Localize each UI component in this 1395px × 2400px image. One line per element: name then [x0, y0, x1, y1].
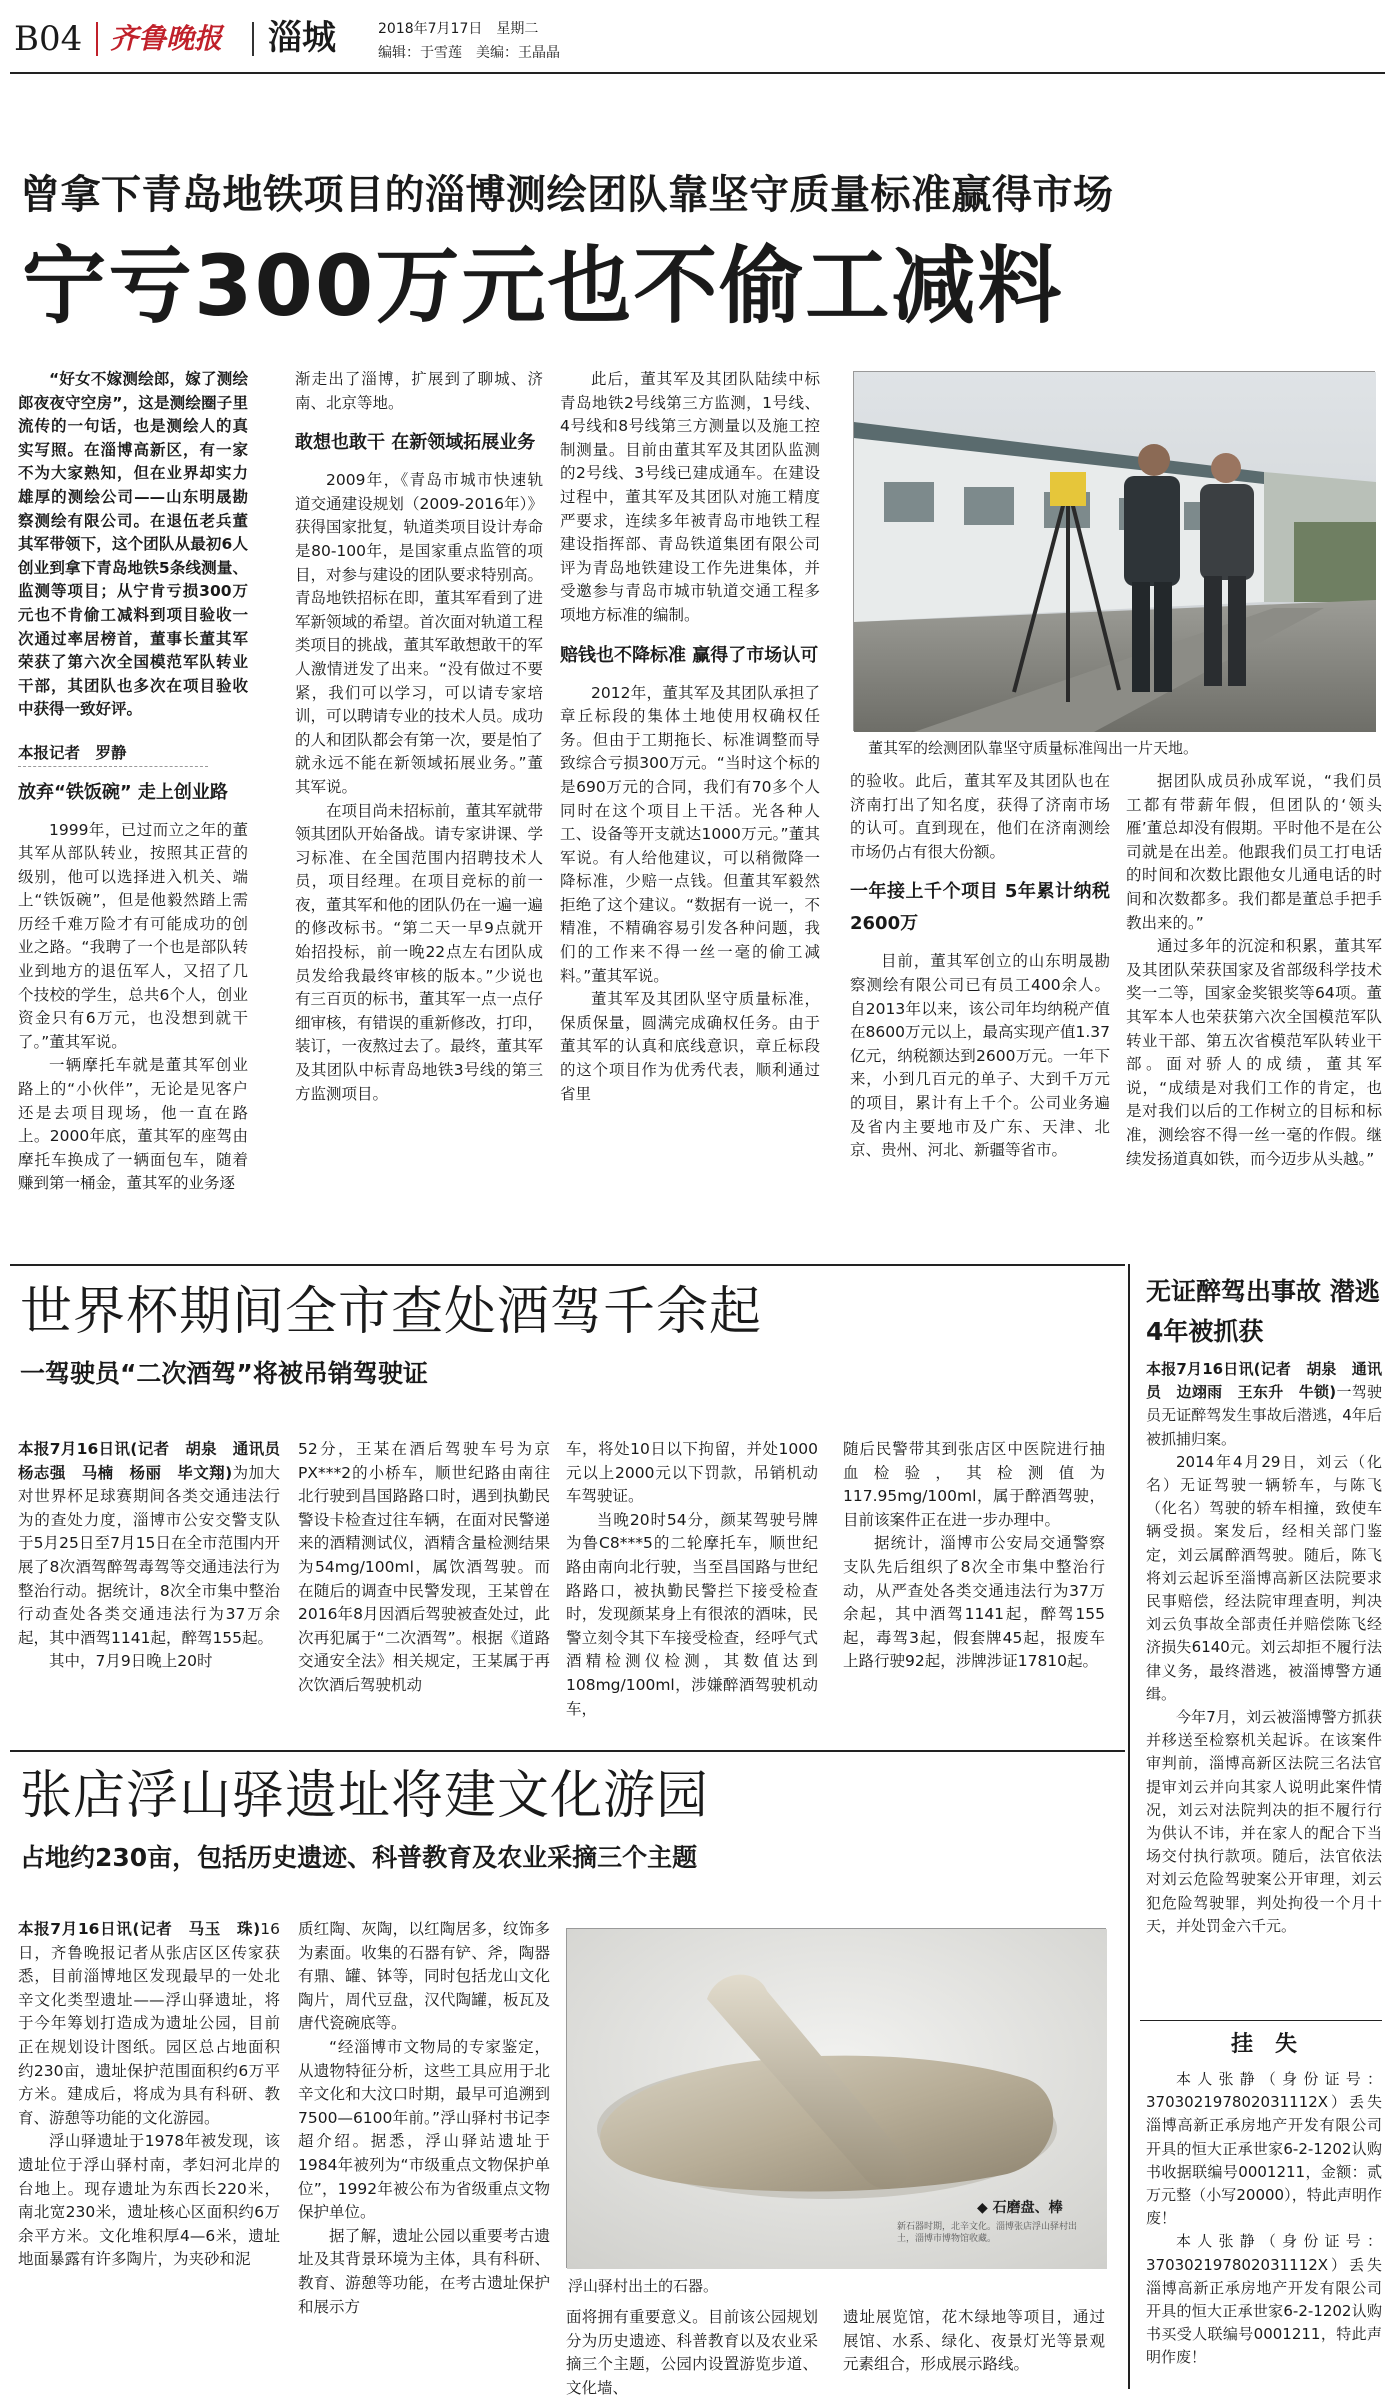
lead-paragraph: 2009年，《青岛市城市快速轨道交通建设规划（2009-2016年）》获得国家批复，轨道类项目设计寿命是80-100年，是国家重点监管的项目，对参与建设的团队要求特别高。青岛地铁招标在即，董其军看到了进军新领域的希望。首次面对轨道工程类项目的挑战，董其军敢想敢干的军人激情迸发了出来。“没有做过不要紧，我们可以学习，可以请专家培训，可以聘请专业的技术人员。成功的人和团队都会有第一次，要是怕了就永远不能在新领域拓展业务。”董其军说。 [295, 471, 544, 796]
lost-notice-body [1146, 2068, 1382, 2388]
sidebar-rule [1128, 1264, 1130, 2389]
lead-intro: “好女不嫁测绘郎，嫁了测绘郎夜夜守空房”，这是测绘圈子里流传的一句话，也是测绘人的真实写照。在淄博高新区，有一家不为大家熟知，但在业界却实力雄厚的测绘公司——山东明晟勘察测绘有限公司。在退伍老兵董其军带领下，这个团队从最初6人创业到拿下青岛地铁5条线测量、监测等项目；从宁肯亏损300万元也不肯偷工减料到项目验收一次通过率居榜首，董事长董其军荣获了第六次全国模范军队转业干部，其团队也多次在项目验收中获得一致好评。 [18, 370, 248, 719]
lead-subhead-4: 一年接上千个项目 5年累计纳税2600万 [850, 881, 1110, 935]
worldcup-paragraph: 车，将处10日以下拘留，并处1000元以上2000元以下罚款，吊销机动车驾驶证。 [566, 1440, 818, 1506]
ruins-column-3 [566, 2306, 818, 2397]
lead-paragraph: 通过多年的沉淀和积累，董其军及其团队荣获国家及省部级科学技术奖一二等，国家金奖银奖等64项。董其军本人也荣获第六次全国模范军队转业干部、第五次省模范军队转业干部。面对骄人的成绩，董其军说，“成绩是对我们工作的肯定，也是对我们以后的工作树立的目标和标准，测绘容不得一丝一毫的作假。继续发扬道真如铁，而今迈步从头越。” [1126, 937, 1382, 1168]
ruins-photo-caption: 浮山驿村出土的石器。 [568, 2277, 719, 2295]
ruins-paragraph: 质红陶、灰陶，以红陶居多，纹饰多为素面。收集的石器有铲、斧，陶器有鼎、罐、钵等，同时包括龙山文化陶片，周代豆盘，汉代陶罐，板瓦及唐代瓷碗底等。 [298, 1920, 550, 2033]
masthead-rule [10, 72, 1385, 74]
lead-photo-caption: 董其军的绘测团队靠坚守质量标准闯出一片天地。 [868, 739, 1199, 757]
worldcup-paragraph: 当晚20时54分，颜某驾驶号牌为鲁C8***5的二轮摩托车，顺世纪路由南向北行驶，当至昌国路与世纪路路口，被执勤民警拦下接受检查时，发现颜某身上有很浓的酒味，民警立刻令其下车接受检查，经呼气式酒精检测仪检测，其数值达到108mg/100ml，涉嫌醉酒驾驶机动车， [566, 1510, 818, 1718]
worldcup-headline: 世界杯期间全市查处酒驾千余起 [20, 1282, 763, 1342]
hitrun-paragraph: 2014年4月29日，刘云（化名）无证驾驶一辆轿车，与陈飞（化名）驾驶的轿车相撞，致使车辆受损。案发后，经相关部门鉴定，刘云属醉酒驾驶。随后，陈飞将刘云起诉至淄博高新区法院要求民事赔偿，经法院审理查明，判决刘云负事故全部责任并赔偿陈飞经济损失6140元。刘云却拒不履行法律义务，最终潜逃，被淄博警方通缉。 [1146, 1452, 1382, 1703]
surveyors-photo [854, 372, 1376, 732]
ruins-column-1 [18, 1918, 280, 2388]
worldcup-paragraph: 其中，7月9日晚上20时 [49, 1652, 213, 1671]
ruins-paragraph: 面将拥有重要意义。目前该公园规划分为历史遗迹、科普教育以及农业采摘三个主题，公园内设置游览步道、文化墙、 [566, 2308, 818, 2397]
lead-paragraph: 1999年，已过而立之年的董其军从部队转业，按照其正营的级别，他可以选择进入机关、端上“铁饭碗”，但是他毅然踏上需历经千难万险才有可能成功的创业之路。“我聘了一个也是部队转业到地方的退伍军人，又招了几个技校的学生，总共6个人，创业资金只有6万元，也没想到就干了。”董其军说。 [18, 820, 248, 1051]
lead-column-4 [850, 770, 1110, 1300]
ruins-photo-label: ◆ 石磨盘、棒 [977, 2200, 1063, 2216]
lead-paragraph: 此后，董其军及其团队陆续中标青岛地铁2号线第三方监测，1号线、4号线和8号线第三方测量以及施工控制测量。目前由董其军及其团队监测的2号线、3号线已建成通车。在建设过程中，董其军及其团队对施工精度严要求，连续多年被青岛市地铁工程建设指挥部、青岛铁道集团有限公司评为青岛地铁建设工作先进集体，并受邀参与青岛市城市轨道交通工程多项地方标准的编制。 [560, 370, 820, 624]
ruins-paragraph: 浮山驿遗址于1978年被发现，该遗址位于浮山驿村南，孝妇河北岸的台地上。现存遗址为东西长220米，南北宽230米，遗址核心区面积约6万余平方米。文化堆积厚4—6米，遗址地面暴露有许多陶片，为夹砂和泥 [18, 2132, 280, 2269]
page-editor: 编辑：于雪莲 美编：王晶晶 [378, 45, 560, 61]
ruins-photo-small-caption: 新石器时期，北辛文化。淄博张店浮山驿村出土，淄博市博物馆收藏。 [897, 2222, 1078, 2244]
ruins-dateline: 本报7月16日讯(记者 马玉 珠) [18, 1920, 261, 1938]
worldcup-subhead: 一驾驶员“二次酒驾”将被吊销驾驶证 [20, 1359, 428, 1388]
ruins-paragraph: 16日，齐鲁晚报记者从张店区区传家获悉，目前淄博地区发现最早的一处北辛文化类型遗址——浮山驿遗址，将于今年筹划打造成为遗址公园，目前正在规划设计图纸。园区总占地面积约230亩，遗址保护范围面积约6万平方米。建成后，将成为具有科研、教育、游憩等功能的文化游园。 [18, 1920, 280, 2127]
stone-tools-photo [567, 1929, 1107, 2269]
lead-paragraph: 目前，董其军创立的山东明晟勘察测绘有限公司已有员工400余人。自2013年以来，该公司年均纳税产值在8600万元以上，最高实现产值1.37亿元，纳税额达到2600万元。一年下来，小到几百元的单子、大到千万元的项目，累计有上千个。公司业务遍及省内主要地市及广东、天津、北京、贵州、河北、新疆等省市。 [850, 952, 1110, 1160]
paper-logo: 齐鲁晚报 [110, 22, 223, 55]
ruins-paragraph: 遗址展览馆，花木绿地等项目，通过展馆、水系、绿化、夜景灯光等景观元素组合，形成展示路线。 [843, 2308, 1105, 2374]
hitrun-dateline: 本报7月16日讯(记者 胡泉 通讯员 边翊雨 王东升 牛锁) [1146, 1360, 1382, 1402]
hitrun-paragraph: 一驾驶员无证醉驾发生事故后潜逃，4年后被抓捕归案。 [1146, 1383, 1382, 1448]
lead-column-2 [295, 368, 543, 1300]
reporter-line [18, 742, 208, 767]
section-rule-2 [10, 1750, 1125, 1752]
ruins-paragraph: “经淄博市文物局的专家鉴定，从遗物特征分析，这些工具应用于北辛文化和大汶口时期，最早可追溯到7500—6100年前。”浮山驿村书记李超介绍。据悉，浮山驿站遗址于1984年被列为“市级重点文物保护单位”，1992年被公布为省级重点文物保护单位。 [298, 2037, 550, 2222]
hitrun-body [1146, 1358, 1382, 1958]
lead-column-1 [18, 368, 248, 1300]
worldcup-column-3 [566, 1438, 818, 1743]
masthead-divider-2 [252, 22, 254, 56]
worldcup-column-4 [843, 1438, 1105, 1743]
worldcup-paragraph: 为加大对世界杯足球赛期间各类交通违法行为的查处力度，淄博市公安交警支队于5月25日至7月15日在全市范围内开展了8次酒驾醉驾毒驾等交通违法行为整治行动。据统计，8次全市集中整治行动查处各类交通违法行为37万余起，其中酒驾1141起，醉驾155起。 [18, 1463, 280, 1647]
ruins-photo [566, 1928, 1106, 2268]
hitrun-headline: 无证醉驾出事故 潜逃4年被抓获 [1146, 1277, 1380, 1346]
lost-notice-title: 挂 失 [1230, 2032, 1297, 2057]
lost-rule [1140, 2020, 1382, 2021]
page-code: B04 [14, 19, 83, 59]
lead-paragraph: 的验收。此后，董其军及其团队也在济南打出了知名度，获得了济南市场的认可。直到现在，他们在济南测绘市场仍占有很大份额。 [850, 772, 1110, 861]
worldcup-column-1 [18, 1438, 296, 1743]
hitrun-paragraph: 今年7月，刘云被淄博警方抓获并移送至检察机关起诉。在该案件审判前，淄博高新区法院三名法官提审刘云并向其家人说明此案件情况，刘云对法院判决的拒不履行行为供认不讳，并在家人的配合下当场交付执行款项。随后，法官依法对刘云危险驾驶案公开审理，刘云犯危险驾驶罪，判处拘役一个月十天，并处罚金六千元。 [1146, 1708, 1382, 1935]
lead-kicker: 曾拿下青岛地铁项目的淄博测绘团队靠坚守质量标准赢得市场 [20, 172, 1114, 218]
lead-photo [853, 371, 1375, 731]
page-masthead [0, 0, 1395, 66]
lead-reporter: 本报记者 罗静 [18, 743, 127, 762]
worldcup-paragraph: 据统计，淄博市公安局交通警察支队先后组织了8次全市集中整治行动，从严查处各类交通违法行为37万余起，其中酒驾1141起，醉驾155起，毒驾3起，假套牌45起，报废车上路行驶92起，涉牌涉证17810起。 [843, 1534, 1105, 1671]
worldcup-paragraph: 随后民警带其到张店区中医院进行抽血检验，其检测值为117.95mg/100ml，属于醉酒驾驶，目前该案件正在进一步办理中。 [843, 1440, 1105, 1529]
issue-date: 2018年7月17日 星期二 [378, 21, 539, 37]
lead-paragraph: 据团队成员孙成军说，“我们员工都有带薪年假，但团队的‘领头雁’董总却没有假期。平时他不是在公司就是在出差。他跟我们员工打电话的时间和次数比跟他女儿通电话的时间和次数都多。我们都是董总手把手教出来的。” [1126, 772, 1382, 932]
lead-paragraph: 渐走出了淄博，扩展到了聊城、济南、北京等地。 [295, 370, 543, 412]
lead-paragraph: 董其军及其团队坚守质量标准，保质保量，圆满完成确权任务。由于董其军的认真和底线意识，章丘标段的这个项目作为优秀代表，顺利通过省里 [560, 990, 820, 1103]
lead-paragraph: 一辆摩托车就是董其军创业路上的“小伙伴”，无论是见客户还是去项目现场，他一直在路上。2000年底，董其军的座驾由摩托车换成了一辆面包车，随着赚到第一桶金，董其军的业务逐 [18, 1056, 248, 1193]
lead-subhead-1: 放弃“铁饭碗” 走上创业路 [18, 781, 228, 803]
worldcup-paragraph: 52分，王某在酒后驾驶车号为京PX***2的小桥车，顺世纪路由南往北行驶到昌国路路口时，遇到执勤民警设卡检查过往车辆，在面对民警递来的酒精测试仪，酒精含量检测结果为54mg/100ml，属饮酒驾驶。而在随后的调查中民警发现，王某曾在2016年8月因酒后驾驶被查处过，此次再犯属于“二次酒驾”。根据《道路交通安全法》相关规定，王某属于再次饮酒后驾驶机动 [298, 1440, 550, 1694]
ruins-headline: 张店浮山驿遗址将建文化游园 [20, 1766, 710, 1826]
lead-column-3 [560, 368, 820, 1300]
ruins-column-4 [843, 2306, 1105, 2388]
lead-subhead-3: 赔钱也不降标准 赢得了市场认可 [560, 644, 819, 666]
lead-headline: 宁亏300万元也不偷工减料 [22, 237, 1064, 335]
lost-notice-paragraph: 本人张静（身份证号：370302197802031112X）丢失淄博高新正承房地产开发有限公司开具的恒大正承世家6-2-1202认购书买受人联编号0001211，特此声明作废！ [1146, 2232, 1382, 2367]
ruins-paragraph: 据了解，遗址公园以重要考古遗址及其背景环境为主体，具有科研、教育、游憩等功能，在考古遗址保护和展示方 [298, 2226, 550, 2316]
lost-notice-paragraph: 本人张静（身份证号：370302197802031112X）丢失淄博高新正承房地产开发有限公司开具的恒大正承世家6-2-1202认购书收据联编号0001211，金额：贰万元整（小写20000），特此声明作废！ [1146, 2070, 1382, 2228]
lead-column-5 [1126, 770, 1382, 1300]
lead-subhead-2: 敢想也敢干 在新领域拓展业务 [295, 432, 536, 454]
lead-paragraph: 2012年，董其军及其团队承担了章丘标段的集体土地使用权确权任务。但由于工期拖长、标准调整而导致综合亏损300万元。“当时这个标的是690万元的合同，我们有70多个人同时在这个项目上干活。光各种人工、设备等开支就达1000万元。”董其军说。有人给他建议，可以稍微降一降标准，少赔一点钱。但董其军毅然拒绝了这个建议。“数据有一说一，不精准，不精确容易引发各种问题，我们的工作来不得一丝一毫的偷工减料。”董其军说。 [560, 683, 820, 985]
worldcup-dateline: 本报7月16日讯(记者 胡泉 通讯员 杨志强 马楠 杨丽 毕文翔) [18, 1440, 296, 1482]
ruins-column-2 [298, 1918, 550, 2388]
masthead-divider [96, 22, 98, 56]
section-rule [10, 1264, 1125, 1266]
lead-paragraph: 在项目尚未招标前，董其军就带领其团队开始备战。请专家讲课、学习标准、在全国范围内招聘技术人员，项目经理。在项目竞标的前一夜，董其军和他的团队仍在一遍一遍的修改标书。“第二天一早9点就开始招投标，前一晚22点左右团队成员发给我最终审核的版本。”少说也有三百页的标书，董其军一点一点仔细审核，有错误的重新修改，打印，装订，一夜熬过去了。最终，董其军及其团队中标青岛地铁3号线的第三方监测项目。 [295, 801, 544, 1103]
ruins-subhead: 占地约230亩，包括历史遗迹、科普教育及农业采摘三个主题 [20, 1843, 698, 1872]
worldcup-column-2 [298, 1438, 550, 1743]
section-name: 淄城 [268, 18, 336, 58]
